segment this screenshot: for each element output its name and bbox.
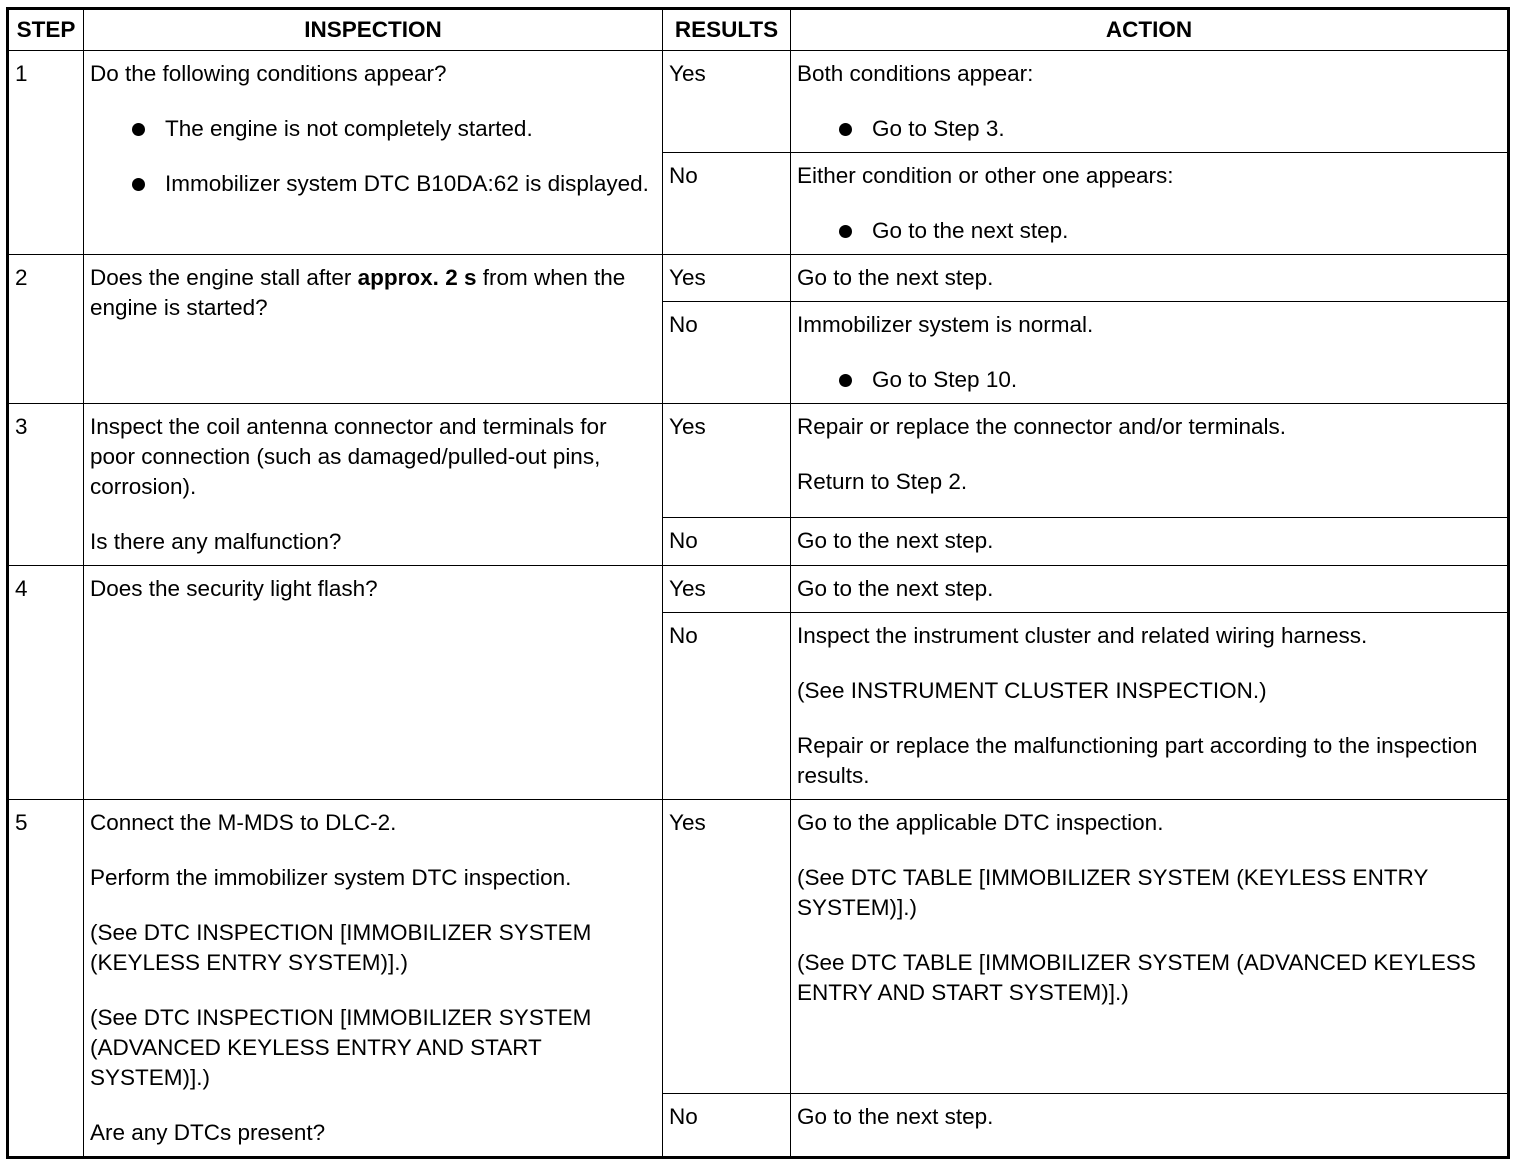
result-no: No — [663, 517, 791, 566]
inspection-cell — [84, 800, 663, 1158]
inspection-question: Do the following conditions appear? — [90, 61, 447, 86]
result-yes: Yes — [663, 800, 791, 1094]
step-number: 1 — [8, 51, 84, 255]
action-text: Inspect the instrument cluster and related wiring harness. — [797, 623, 1368, 648]
result-yes: Yes — [663, 566, 791, 613]
action-text: Repair or replace the connector and/or terminals. — [797, 414, 1287, 439]
action-text: Go to the next step. — [791, 566, 1509, 613]
action-text: Go to the next step. — [791, 1094, 1509, 1158]
inspection-text: Perform the immobilizer system DTC inspection. — [90, 865, 572, 890]
action-text: Immobilizer system is normal. — [797, 312, 1094, 337]
action-bullet: Go to the next step. — [797, 216, 1501, 246]
table-row — [8, 800, 1509, 1094]
action-text: Return to Step 2. — [797, 469, 968, 494]
inspection-question: Is there any malfunction? — [90, 529, 342, 554]
action-text: Repair or replace the malfunctioning part according to the inspection results. — [797, 733, 1478, 788]
result-yes: Yes — [663, 255, 791, 302]
action-cell — [791, 153, 1509, 255]
action-text: (See INSTRUMENT CLUSTER INSPECTION.) — [797, 678, 1267, 703]
action-reference: (See DTC TABLE [IMMOBILIZER SYSTEM (KEYLESS ENTRY SYSTEM)].) — [797, 865, 1428, 920]
troubleshooting-table — [6, 7, 1510, 1159]
inspection-reference: (See DTC INSPECTION [IMMOBILIZER SYSTEM (ADVANCED KEYLESS ENTRY AND START SYSTEM)].) — [90, 1005, 592, 1090]
header-results: RESULTS — [663, 9, 791, 51]
header-inspection: INSPECTION — [84, 9, 663, 51]
result-no: No — [663, 302, 791, 404]
bullet-icon — [839, 374, 852, 387]
action-text: Go to the next step. — [791, 517, 1509, 566]
action-text: Both conditions appear: — [797, 61, 1034, 86]
inspection-cell — [84, 404, 663, 566]
action-bullet: Go to Step 3. — [797, 114, 1501, 144]
step-number: 2 — [8, 255, 84, 404]
inspection-reference: (See DTC INSPECTION [IMMOBILIZER SYSTEM (KEYLESS ENTRY SYSTEM)].) — [90, 920, 592, 975]
inspection-text: Connect the M-MDS to DLC-2. — [90, 810, 397, 835]
table-row — [8, 255, 1509, 302]
emphasis-text: approx. 2 s — [357, 265, 477, 290]
inspection-question: Are any DTCs present? — [90, 1120, 326, 1145]
action-text: Either condition or other one appears: — [797, 163, 1174, 188]
bullet-icon — [132, 178, 145, 191]
result-yes: Yes — [663, 51, 791, 153]
action-reference: (See DTC TABLE [IMMOBILIZER SYSTEM (ADVANCED KEYLESS ENTRY AND START SYSTEM)].) — [797, 950, 1476, 1005]
action-text: Go to the applicable DTC inspection. — [797, 810, 1164, 835]
inspection-cell — [84, 51, 663, 255]
result-no: No — [663, 613, 791, 800]
table-row — [8, 404, 1509, 518]
action-bullet: Go to Step 10. — [797, 365, 1501, 395]
bullet-icon — [132, 123, 145, 136]
table-row — [8, 566, 1509, 613]
action-cell — [791, 51, 1509, 153]
inspection-cell — [84, 255, 663, 404]
result-no: No — [663, 1094, 791, 1158]
header-row — [8, 9, 1509, 51]
inspection-text: Inspect the coil antenna connector and terminals for poor connection (such as damaged/pulled-out pins, corrosion). — [90, 414, 607, 499]
step-number: 5 — [8, 800, 84, 1158]
table-row — [8, 51, 1509, 153]
action-text: Go to the next step. — [791, 255, 1509, 302]
bullet-icon — [839, 225, 852, 238]
inspection-bullet: The engine is not completely started. — [90, 114, 656, 144]
action-cell — [791, 613, 1509, 800]
inspection-cell — [84, 566, 663, 800]
inspection-question: Does the security light flash? — [90, 576, 378, 601]
step-number: 3 — [8, 404, 84, 566]
header-action: ACTION — [791, 9, 1509, 51]
inspection-bullet: Immobilizer system DTC B10DA:62 is displayed. — [90, 169, 656, 199]
result-no: No — [663, 153, 791, 255]
action-cell — [791, 302, 1509, 404]
header-step: STEP — [8, 9, 84, 51]
step-number: 4 — [8, 566, 84, 800]
action-cell — [791, 404, 1509, 518]
action-cell — [791, 800, 1509, 1094]
bullet-icon — [839, 123, 852, 136]
result-yes: Yes — [663, 404, 791, 518]
inspection-question: Does the engine stall after approx. 2 s from when the engine is started? — [90, 265, 626, 320]
